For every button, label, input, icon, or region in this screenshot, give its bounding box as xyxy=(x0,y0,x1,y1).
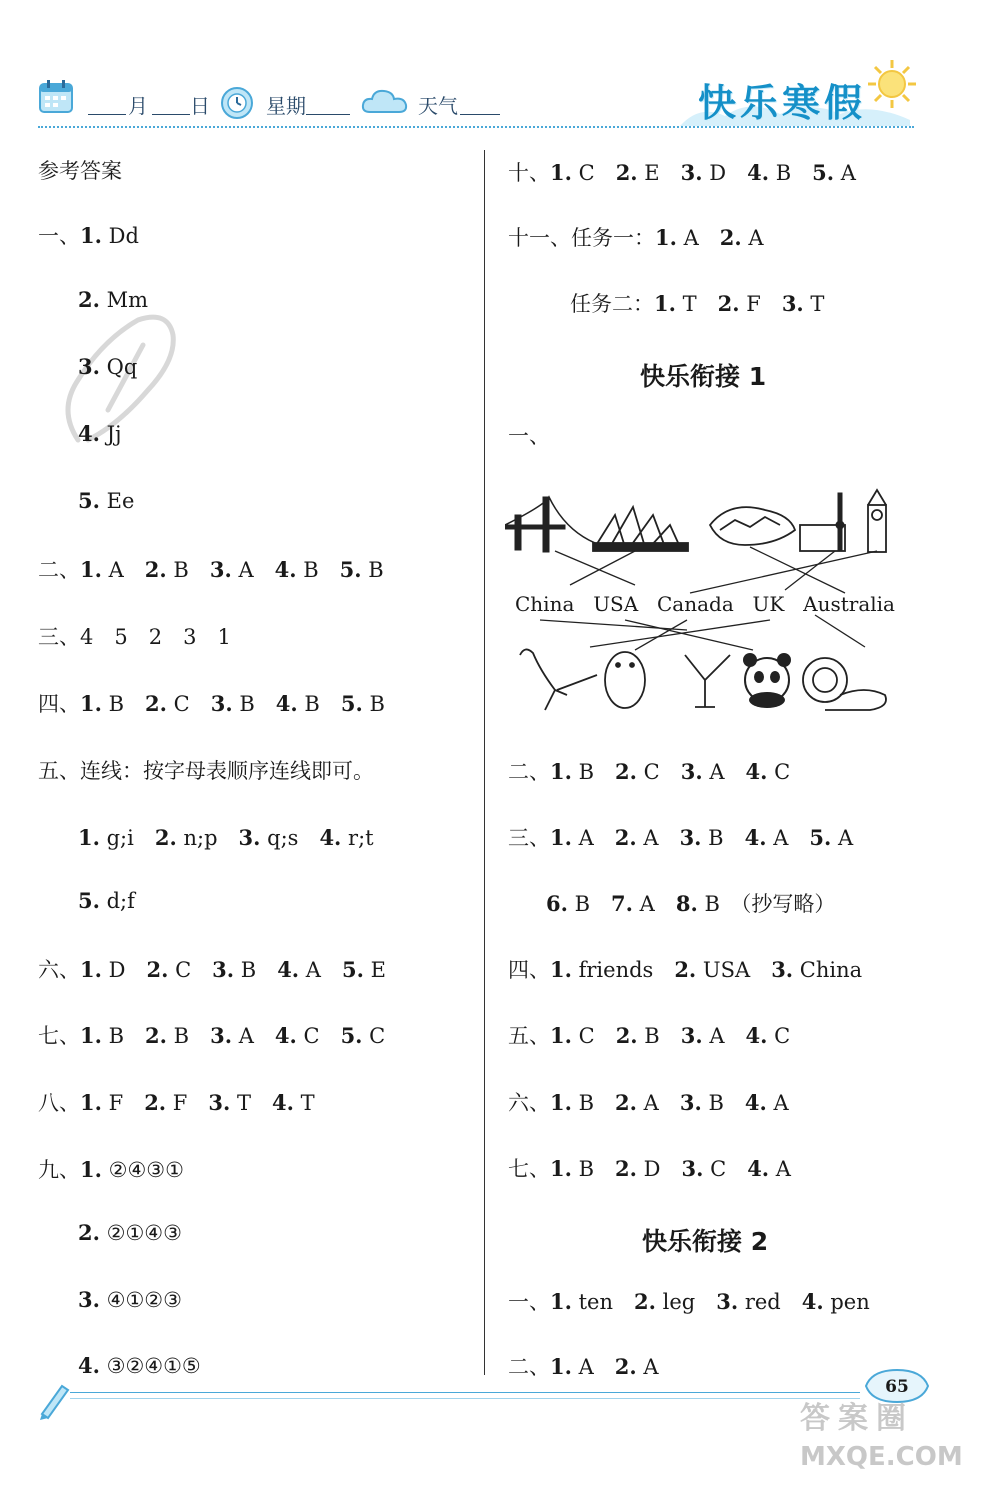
country-label: Australia xyxy=(803,592,895,616)
weather-label: 天气 xyxy=(418,94,458,118)
panda-icon xyxy=(743,653,791,708)
right-answer-line: 一、1. ten 2. leg 3. red 4. pen xyxy=(508,1289,870,1314)
country-label: China xyxy=(515,592,575,616)
page-header xyxy=(0,0,1000,140)
clock-icon xyxy=(220,86,254,120)
right-answer-line: 一、 xyxy=(508,424,550,448)
right-answer-line: 五、1. C 2. B 3. A 4. C xyxy=(508,1023,791,1048)
month-label: 月 xyxy=(128,94,148,118)
beaver-icon xyxy=(605,652,645,708)
right-answer-line: 二、1. A 2. A xyxy=(508,1354,659,1379)
left-answer-line: 2. ②①④③ xyxy=(78,1220,182,1245)
left-answer-line: 4. Jj xyxy=(78,421,122,446)
column-divider xyxy=(484,150,485,1375)
eagle-icon xyxy=(685,655,730,707)
left-answer-line: 2. Mm xyxy=(78,287,149,312)
lion-icon xyxy=(803,658,886,710)
right-answer-line: 6. B 7. A 8. B （抄写略） xyxy=(546,891,836,916)
watermark xyxy=(800,1400,963,1476)
left-answer-line: 二、1. A 2. B 3. A 4. B 5. B xyxy=(38,557,384,582)
left-answer-line: 三、4 5 2 3 1 xyxy=(38,625,231,649)
weekday-label: 星期 xyxy=(266,94,306,118)
calendar-icon xyxy=(38,78,74,114)
day-label: 日 xyxy=(190,94,210,118)
watermark-line-1: 答案圈 xyxy=(800,1401,914,1436)
cloud-icon xyxy=(360,84,410,116)
left-answer-line: 4. ③②④①⑤ xyxy=(78,1353,201,1378)
right-answer-line: 七、1. B 2. D 3. C 4. A xyxy=(508,1156,791,1181)
right-answer-line: 十、1. C 2. E 3. D 4. B 5. A xyxy=(508,160,856,185)
footer-rule xyxy=(70,1392,860,1393)
left-answer-line: 五、连线：按字母表顺序连线即可。 xyxy=(38,759,374,783)
left-answer-line: 四、1. B 2. C 3. B 4. B 5. B xyxy=(38,691,385,716)
watermark-line-2: MXQE.COM xyxy=(800,1442,963,1472)
country-label: USA xyxy=(593,592,639,616)
left-answer-line: 六、1. D 2. C 3. B 4. A 5. E xyxy=(38,957,386,982)
right-answer-line: 四、1. friends 2. USA 3. China xyxy=(508,957,863,982)
country-labels xyxy=(515,592,895,616)
matching-diagram xyxy=(505,485,900,720)
header-divider xyxy=(38,126,914,128)
left-answer-line: 3. Qq xyxy=(78,354,138,379)
pencil-icon xyxy=(36,1380,72,1420)
sydney-opera-house-icon xyxy=(593,507,688,551)
cn-tower-icon xyxy=(800,493,845,551)
left-answer-line: 5. Ee xyxy=(78,488,135,513)
left-answer-line: 七、1. B 2. B 3. A 4. C 5. C xyxy=(38,1023,386,1048)
section-title: 快乐衔接 1 xyxy=(640,362,767,391)
footer-rule-secondary xyxy=(70,1398,860,1399)
left-answer-line: 一、1. Dd xyxy=(38,223,139,248)
page-title: 快乐寒假 xyxy=(698,81,867,125)
country-label: UK xyxy=(752,592,785,616)
left-answer-line: 3. ④①②③ xyxy=(78,1287,182,1312)
golden-gate-bridge-icon xyxy=(505,497,595,552)
right-answer-line: 二、1. B 2. C 3. A 4. C xyxy=(508,759,791,784)
page-number: 65 xyxy=(885,1377,909,1397)
right-answer-line: 三、1. A 2. A 3. B 4. A 5. A xyxy=(508,825,854,850)
left-answer-line: 八、1. F 2. F 3. T 4. T xyxy=(38,1090,315,1115)
big-ben-icon xyxy=(868,490,886,552)
section-title: 快乐衔接 2 xyxy=(642,1227,769,1256)
right-answer-line: 十一、任务一：1. A 2. A xyxy=(508,225,764,250)
right-answer-line: 任务二：1. T 2. F 3. T xyxy=(570,291,825,316)
left-answer-line: 九、1. ②④③① xyxy=(38,1157,184,1182)
kangaroo-icon xyxy=(520,649,597,710)
great-wall-icon xyxy=(710,507,795,545)
country-label: Canada xyxy=(656,592,734,616)
answers-heading: 参考答案 xyxy=(38,159,122,183)
left-answer-line: 5. d;f xyxy=(78,888,135,913)
left-answer-line: 1. g;i 2. n;p 3. q;s 4. r;t xyxy=(78,825,374,850)
right-answer-line: 六、1. B 2. A 3. B 4. A xyxy=(508,1090,789,1115)
